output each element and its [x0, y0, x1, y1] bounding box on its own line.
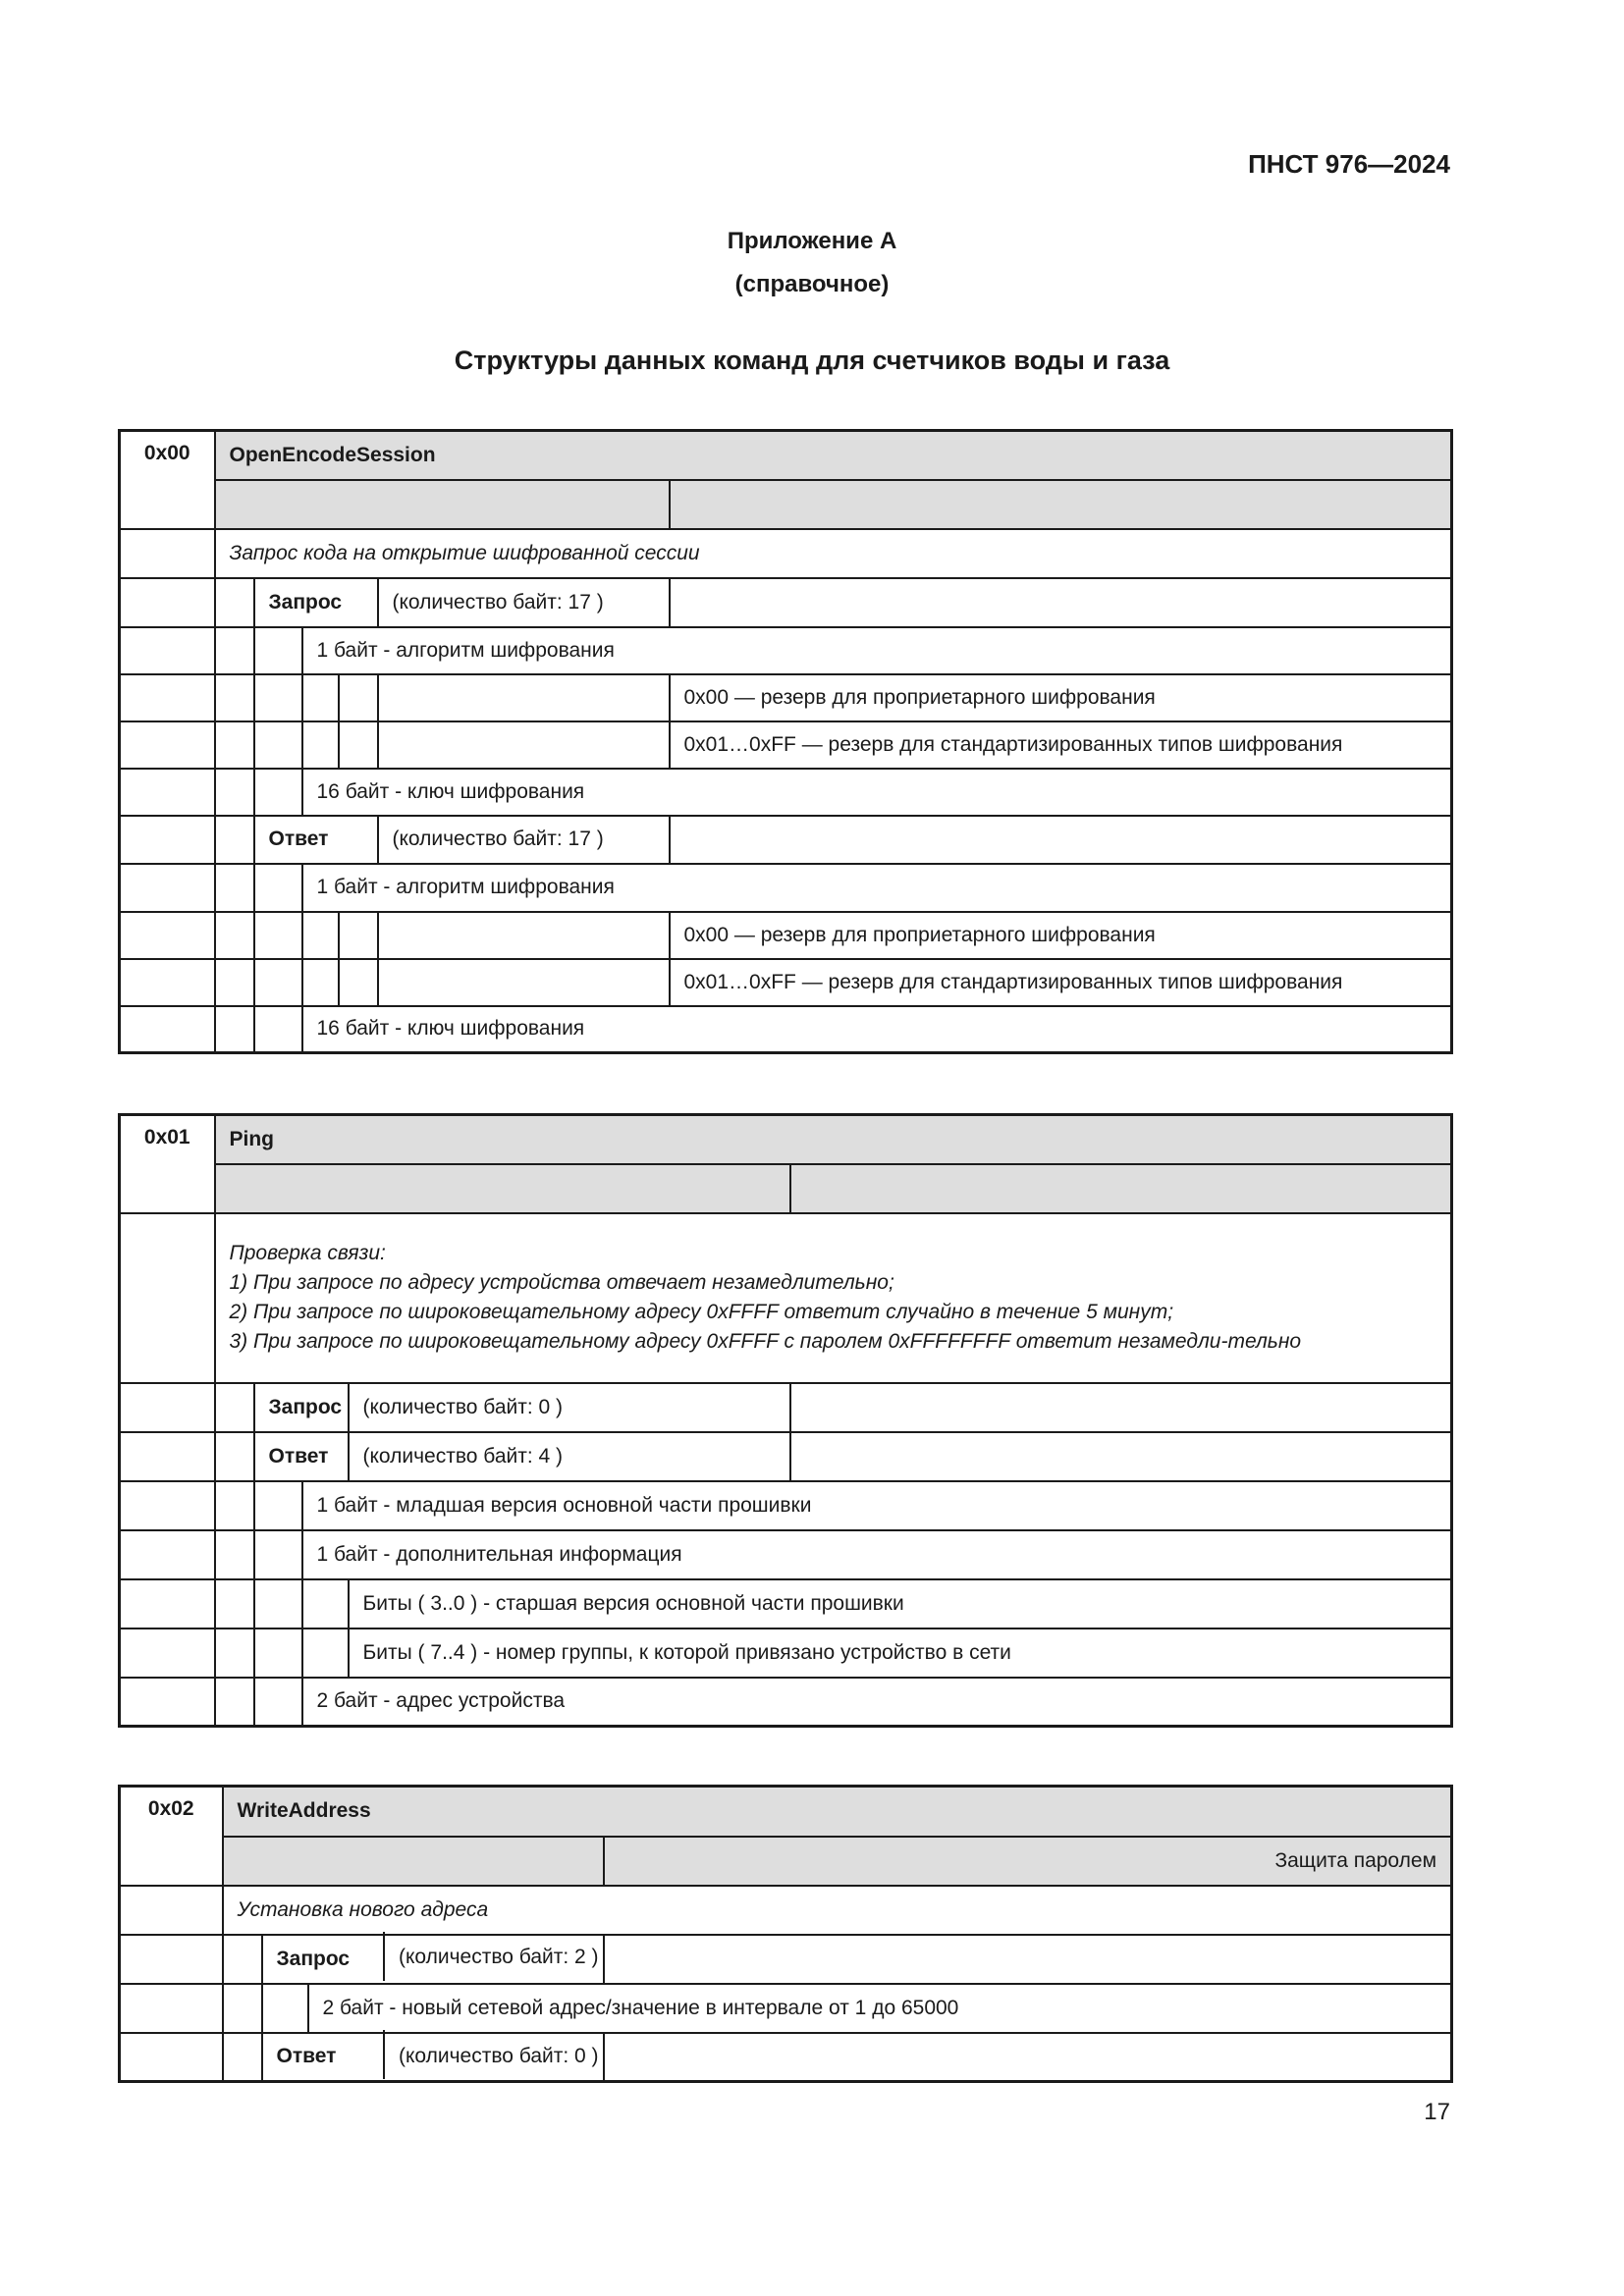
response-field: 1 байт - дополнительная информация: [302, 1530, 1452, 1579]
command-code: 0x00: [120, 431, 215, 529]
header-empty-cell: [215, 480, 670, 529]
response-bit-field: Биты ( 3..0 ) - старшая версия основной части прошивки: [349, 1579, 1452, 1629]
description-line: 1) При запросе по адресу устройства отвечает незамедлительно;: [229, 1271, 894, 1294]
command-name: OpenEncodeSession: [215, 431, 1452, 480]
command-table-0x00: [118, 429, 1453, 1054]
response-byte-count: (количество байт: 0 ): [399, 2045, 599, 2067]
response-label: Ответ: [254, 816, 378, 864]
cell-divider: [383, 1932, 385, 1981]
command-table-0x02: [118, 1785, 1453, 2083]
header-empty-cell: [670, 480, 1452, 529]
response-field-value: 0x01…0xFF — резерв для стандартизированных типов шифрования: [670, 959, 1452, 1006]
request-byte-count: (количество байт: 2 ): [399, 1946, 599, 1968]
annex-title: Приложение А: [727, 228, 897, 254]
response-byte-count: (количество байт: 4 ): [349, 1432, 790, 1481]
command-name: WriteAddress: [223, 1787, 1452, 1837]
response-field: 16 байт - ключ шифрования: [302, 1006, 1452, 1053]
request-label: Запрос: [254, 1383, 349, 1432]
request-byte-count: (количество байт: 17 ): [378, 578, 670, 627]
description-line: 3) При запросе по широковещательному адресу 0xFFFF с паролем 0xFFFFFFFF ответит незамедли-тельно: [229, 1330, 1302, 1353]
command-code: 0x01: [120, 1115, 215, 1213]
command-name: Ping: [215, 1115, 1452, 1164]
command-code: 0x02: [120, 1787, 223, 1886]
response-field-value: 0x00 — резерв для проприетарного шифрования: [670, 912, 1452, 959]
response-bit-field: Биты ( 7..4 ) - номер группы, к которой привязано устройство в сети: [349, 1629, 1452, 1678]
password-protection-label: Защита паролем: [604, 1837, 1452, 1886]
description-line: 2) При запросе по широковещательному адресу 0xFFFF ответит случайно в течение 5 минут;: [229, 1301, 1174, 1323]
section-title: Структуры данных команд для счетчиков воды и газа: [454, 346, 1170, 375]
request-field: 2 байт - новый сетевой адрес/значение в интервале от 1 до 65000: [308, 1984, 1452, 2033]
response-field: 1 байт - алгоритм шифрования: [302, 864, 1452, 912]
page-number: 17: [1424, 2099, 1450, 2125]
command-table-0x01: [118, 1113, 1453, 1728]
annex-subtitle: (справочное): [734, 271, 890, 297]
description-line: Проверка связи:: [229, 1242, 386, 1264]
response-byte-count: (количество байт: 17 ): [378, 816, 670, 864]
command-description: Запрос кода на открытие шифрованной сессии: [215, 529, 1452, 578]
request-label: Запрос: [254, 578, 378, 627]
header-empty-cell: [790, 1164, 1452, 1213]
header-empty-cell: [223, 1837, 604, 1886]
request-field: 16 байт - ключ шифрования: [302, 769, 1452, 816]
request-byte-count: (количество байт: 0 ): [349, 1383, 790, 1432]
response-field: 2 байт - адрес устройства: [302, 1678, 1452, 1727]
left-empty-cell: [120, 529, 215, 578]
cell-divider: [383, 2030, 385, 2079]
command-description: Установка нового адреса: [223, 1886, 1452, 1935]
document-code: ПНСТ 976—2024: [1248, 149, 1450, 179]
request-field-value: 0x01…0xFF — резерв для стандартизированных типов шифрования: [670, 721, 1452, 769]
command-description: [215, 1213, 1452, 1383]
request-field: 1 байт - алгоритм шифрования: [302, 627, 1452, 674]
header-empty-cell: [215, 1164, 790, 1213]
response-label: Ответ: [254, 1432, 349, 1481]
request-field-value: 0x00 — резерв для проприетарного шифрования: [670, 674, 1452, 721]
response-field: 1 байт - младшая версия основной части прошивки: [302, 1481, 1452, 1530]
request-label-text: Запрос: [276, 1947, 351, 1970]
response-label-text: Ответ: [276, 2045, 337, 2068]
